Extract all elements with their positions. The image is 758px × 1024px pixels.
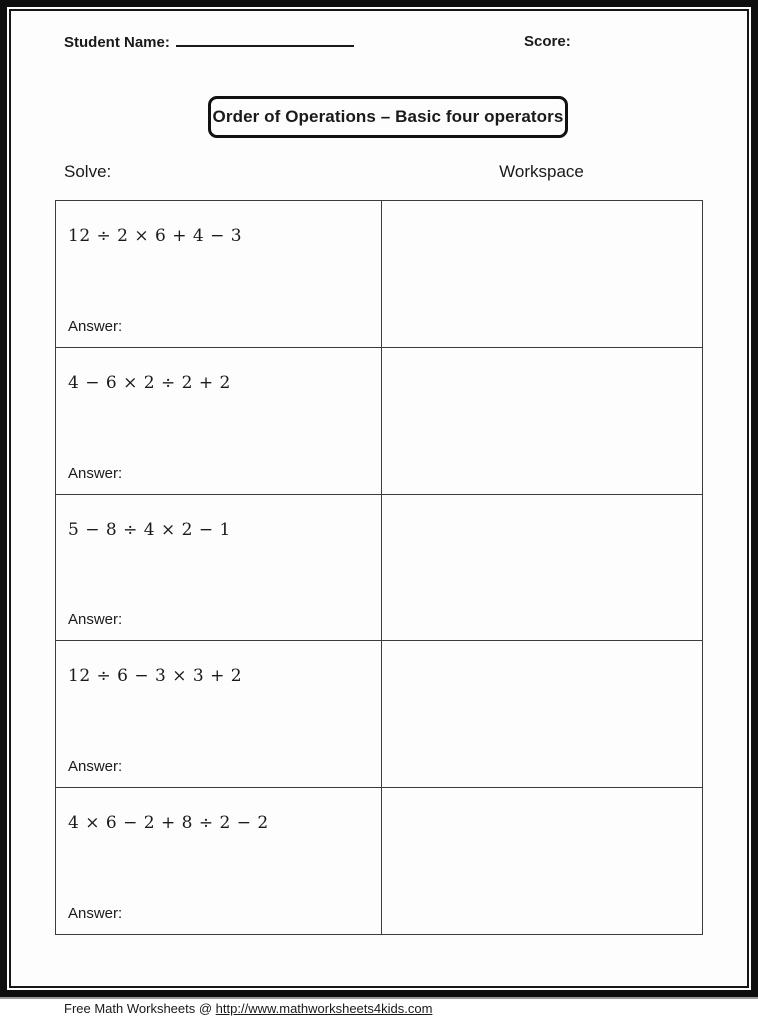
expression-5: 4 × 6 − 2 + 8 ÷ 2 − 2	[68, 813, 269, 834]
workspace-cell-2	[381, 348, 702, 494]
expression-1: 12 ÷ 2 × 6 + 4 − 3	[68, 226, 243, 246]
workspace-cell-5	[381, 788, 702, 934]
expression-2: 4 − 6 × 2 ÷ 2 + 2	[68, 372, 231, 393]
workspace-cell-3	[381, 495, 702, 641]
answer-label-4: Answer:	[68, 758, 123, 776]
worksheet-title: Order of Operations – Basic four operators	[212, 107, 564, 126]
solve-cell-3	[56, 495, 381, 641]
student-name-label: Student Name:	[64, 34, 170, 51]
footer-text: Free Math Worksheets @	[64, 1001, 216, 1016]
student-name-blank-line	[176, 33, 354, 47]
worksheet-title-box	[208, 96, 568, 138]
expression-3: 5 − 8 ÷ 4 × 2 − 1	[68, 519, 231, 540]
solve-cell-4	[56, 641, 381, 787]
student-name-field	[64, 33, 354, 51]
problem-row-2	[56, 348, 702, 495]
footer	[64, 1001, 432, 1016]
answer-label-2: Answer:	[68, 464, 123, 482]
score-label: Score:	[524, 33, 571, 50]
answer-label-3: Answer:	[68, 611, 123, 629]
problem-row-3	[56, 495, 702, 642]
answer-label-5: Answer:	[68, 904, 123, 922]
problem-row-5	[56, 788, 702, 934]
expression-4: 12 ÷ 6 − 3 × 3 + 2	[68, 666, 243, 687]
column-header-solve: Solve:	[64, 162, 112, 181]
problem-row-4	[56, 641, 702, 788]
problems-table	[55, 200, 703, 935]
solve-cell-5	[56, 788, 381, 934]
column-header-workspace: Workspace	[499, 162, 584, 181]
workspace-cell-1	[381, 201, 702, 347]
answer-label-1: Answer:	[68, 317, 123, 335]
solve-cell-2	[56, 348, 381, 494]
workspace-cell-4	[381, 641, 702, 787]
footer-link[interactable]: http://www.mathworksheets4kids.com	[215, 1001, 433, 1016]
problem-row-1	[56, 201, 702, 348]
solve-cell-1	[56, 201, 381, 347]
